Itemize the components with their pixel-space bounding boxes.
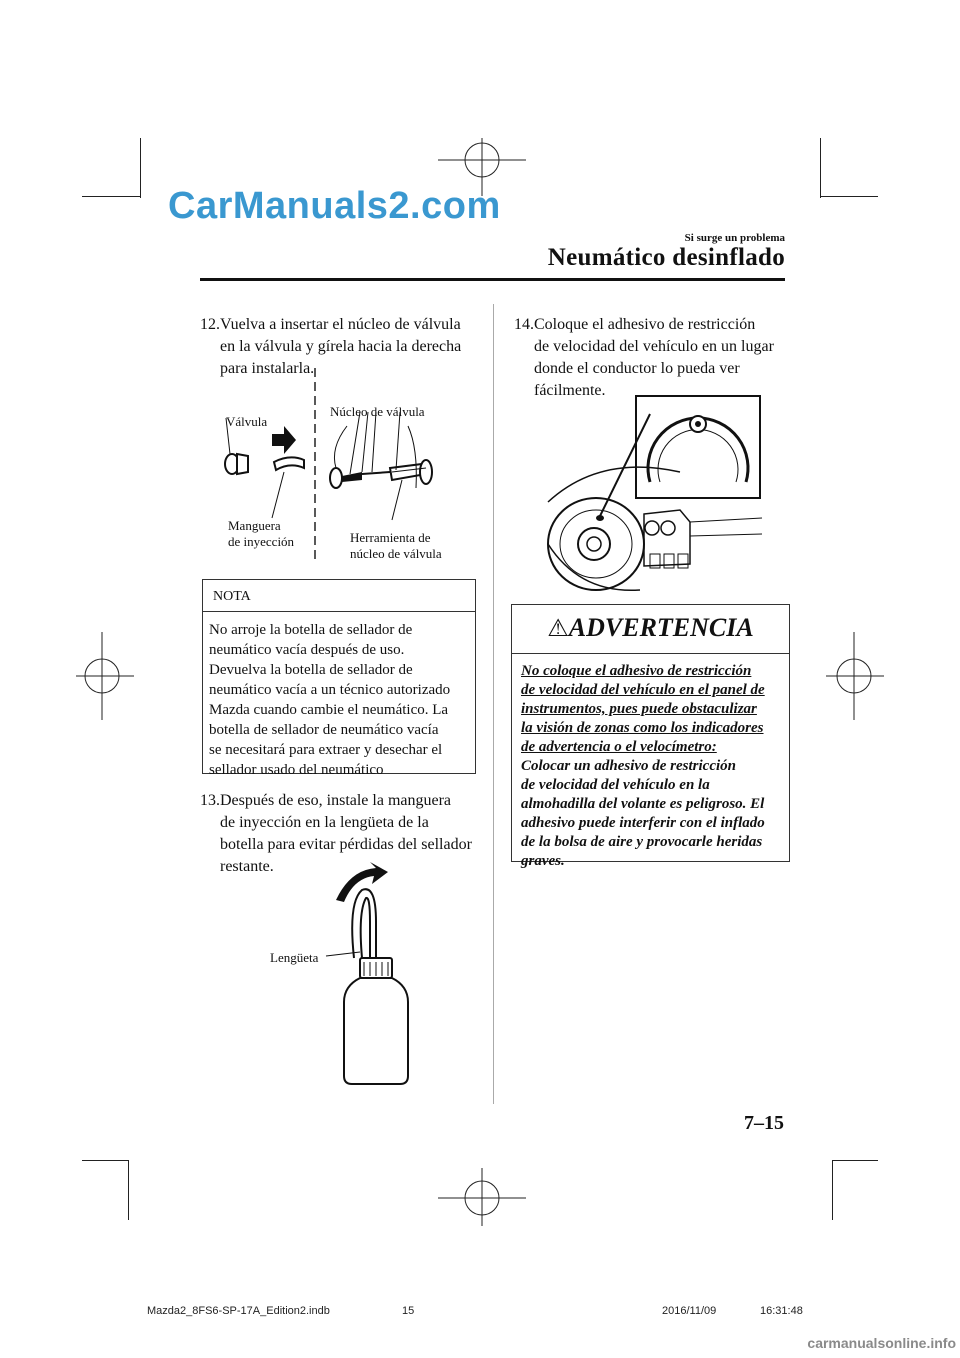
registration-mark-left bbox=[76, 632, 136, 722]
sealant-bottle-illustration bbox=[320, 862, 440, 1092]
note-box bbox=[202, 579, 476, 778]
label-valvula: Válvula bbox=[226, 414, 268, 429]
registration-mark-right bbox=[826, 632, 886, 722]
step-line: para instalarla. bbox=[220, 360, 315, 377]
watermark[interactable]: CarManuals2.com bbox=[168, 185, 501, 227]
footer-date: 2016/11/09 bbox=[662, 1305, 717, 1317]
footer-file: Mazda2_8FS6-SP-17A_Edition2.indb bbox=[147, 1305, 330, 1317]
registration-mark-bottom bbox=[438, 1168, 528, 1228]
page-number: 7–15 bbox=[744, 1112, 784, 1134]
warning-title: ADVERTENCIA bbox=[568, 613, 754, 642]
note-title: NOTA bbox=[203, 580, 475, 612]
step-line: Vuelva a insertar el núcleo de válvula bbox=[220, 316, 461, 333]
step-14: 14. Coloque el adhesivo de restricción de velocidad del vehículo en un lugar donde el conductor lo pueda ver fácilmente. bbox=[514, 316, 774, 399]
column-divider bbox=[493, 304, 494, 1104]
header-rule bbox=[200, 278, 785, 281]
label-manguera: Manguera de inyección bbox=[228, 518, 295, 549]
warning-triangle-icon: ⚠ bbox=[547, 616, 569, 642]
speedometer-sticker-illustration bbox=[540, 394, 765, 592]
step-number: 14. bbox=[514, 316, 534, 333]
label-lengueta: Lengüeta bbox=[270, 950, 319, 965]
step-line: en la válvula y gírela hacia la derecha bbox=[220, 338, 462, 355]
footer-time: 16:31:48 bbox=[760, 1305, 803, 1317]
site-watermark[interactable]: carmanualsonline.info bbox=[807, 1335, 956, 1351]
step-13: 13. Después de eso, instale la manguera de inyección en la lengüeta de la botella para evitar pérdidas del sellador restante. bbox=[200, 792, 472, 875]
note-body: No arroje la botella de sellador de neumático vacía después de uso. Devuelva la botella de sellador de neumático vacía a un técnico autorizado Mazda cuando cambie el neumático. La botella de sellador de neumático vacía se necesitará para extraer y desechar el sellador usado del neumático bbox=[209, 622, 451, 778]
step-number: 12. bbox=[200, 316, 220, 333]
footer-page: 15 bbox=[402, 1305, 415, 1317]
warning-header bbox=[512, 605, 789, 654]
warning-box bbox=[511, 604, 790, 869]
label-nucleo: Núcleo de válvula bbox=[330, 404, 425, 419]
warning-body: No coloque el adhesivo de restricción de velocidad del vehículo en el panel de instrumentos, pues puede obstaculizar la visión de zonas como los indicadores de advertencia o el velocímetro: Colocar un adhesivo de restricción de velocidad del vehículo en la almohadilla del volante es peligroso. El adhesivo puede interferir con el inflado de la bolsa de aire y provocarle heridas graves. bbox=[521, 663, 765, 869]
section-name: Si surge un problema bbox=[684, 232, 785, 244]
step-number: 13. bbox=[200, 792, 220, 809]
label-herramienta: Herramienta de núcleo de válvula bbox=[350, 530, 442, 561]
page-title: Neumático desinflado bbox=[547, 244, 785, 271]
